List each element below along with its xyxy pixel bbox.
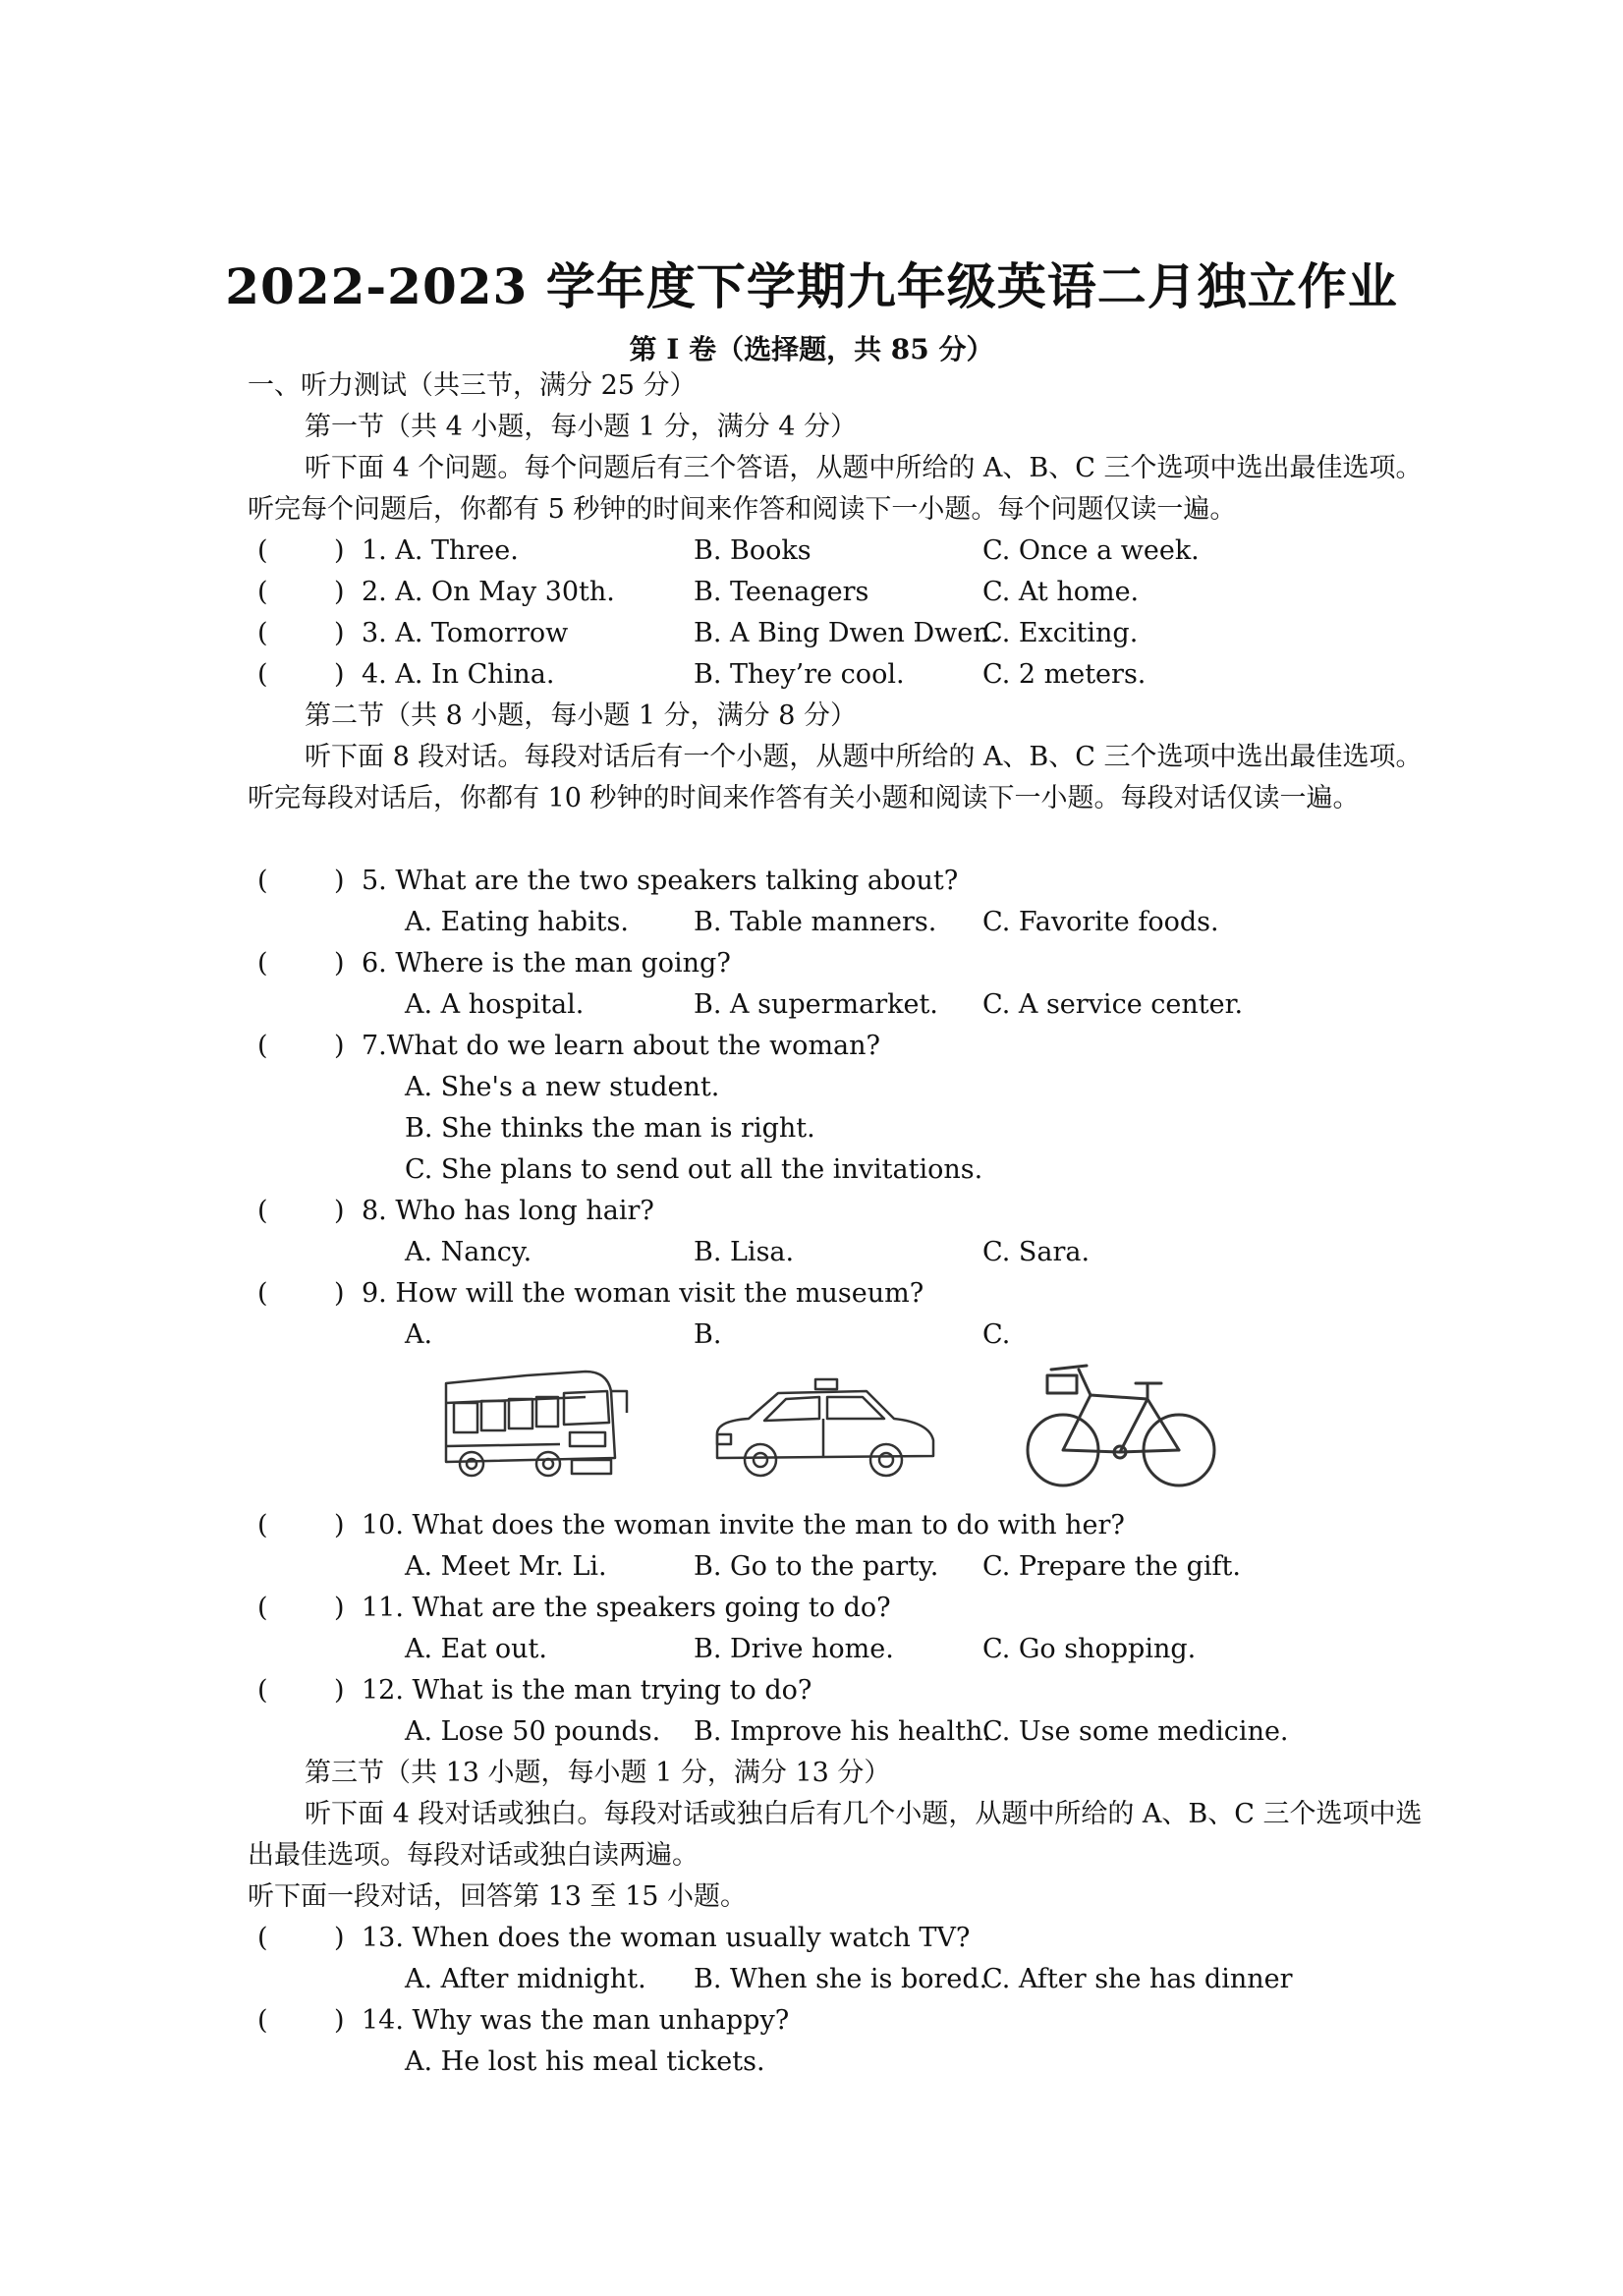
q5-option-c: C. Favorite foods. xyxy=(982,907,1219,937)
q9-text: 9. How will the woman visit the museum? xyxy=(362,1278,924,1309)
q10-option-a: A. Meet Mr. Li. xyxy=(405,1551,607,1582)
q9-option-b: B. xyxy=(694,1319,722,1350)
q2-option-c: C. At home. xyxy=(982,577,1140,607)
q14-option-a: A. He lost his meal tickets. xyxy=(405,2046,765,2077)
answer-blank-open: ( xyxy=(257,577,268,607)
q11-text: 11. What are the speakers going to do? xyxy=(362,1593,891,1623)
q6-text: 6. Where is the man going? xyxy=(362,948,731,979)
taxi-icon xyxy=(709,1372,941,1487)
sec2-heading: 第二节（共 8 小题，每小题 1 分，满分 8 分） xyxy=(305,700,858,731)
q10-option-b: B. Go to the party. xyxy=(694,1551,939,1582)
q2-option-a: 2. A. On May 30th. xyxy=(362,577,615,607)
q7-text: 7.What do we learn about the woman? xyxy=(362,1031,881,1061)
answer-blank-close: ) xyxy=(334,535,345,566)
q13-option-b: B. When she is bored. xyxy=(694,1964,988,1994)
q13-option-a: A. After midnight. xyxy=(405,1964,646,1994)
answer-blank-close: ) xyxy=(334,659,345,690)
q9-option-c: C. xyxy=(982,1319,1011,1350)
q11-option-c: C. Go shopping. xyxy=(982,1634,1197,1664)
q2-option-b: B. Teenagers xyxy=(694,577,869,607)
q8-option-a: A. Nancy. xyxy=(405,1237,532,1267)
q14-text: 14. Why was the man unhappy? xyxy=(362,2005,790,2036)
q9-option-a: A. xyxy=(405,1319,433,1350)
q1-option-c: C. Once a week. xyxy=(982,535,1200,566)
answer-blank-open: ( xyxy=(257,1675,268,1706)
answer-blank-open: ( xyxy=(257,535,268,566)
q7-option-c: C. She plans to send out all the invitations. xyxy=(405,1154,983,1185)
q5-option-b: B. Table manners. xyxy=(694,907,937,937)
answer-blank-open: ( xyxy=(257,1593,268,1623)
q4-option-c: C. 2 meters. xyxy=(982,659,1147,690)
answer-blank-close: ) xyxy=(334,1675,345,1706)
q7-option-a: A. She's a new student. xyxy=(405,1072,720,1102)
answer-blank-close: ) xyxy=(334,1196,345,1226)
answer-blank-close: ) xyxy=(334,618,345,648)
answer-blank-close: ) xyxy=(334,1278,345,1309)
answer-blank-open: ( xyxy=(257,1196,268,1226)
answer-blank-open: ( xyxy=(257,1278,268,1309)
sec3-instructions: 听下面 4 段对话或独白。每段对话或独白后有几个小题，从题中所给的 A、B、C 三个选项中选出最佳选项。每段对话或独白读两遍。 xyxy=(248,1799,1423,1871)
q12-option-c: C. Use some medicine. xyxy=(982,1716,1289,1747)
q7-option-b: B. She thinks the man is right. xyxy=(405,1113,815,1144)
answer-blank-close: ) xyxy=(334,577,345,607)
answer-blank-open: ( xyxy=(257,1510,268,1540)
answer-blank-open: ( xyxy=(257,866,268,896)
q3-option-c: C. Exciting. xyxy=(982,618,1139,648)
q1-option-b: B. Books xyxy=(694,535,812,566)
answer-blank-open: ( xyxy=(257,948,268,979)
q4-option-a: 4. A. In China. xyxy=(362,659,555,690)
q5-option-a: A. Eating habits. xyxy=(405,907,629,937)
q4-option-b: B. They’re cool. xyxy=(694,659,905,690)
sec1-heading: 第一节（共 4 小题，每小题 1 分，满分 4 分） xyxy=(305,412,858,442)
q8-option-c: C. Sara. xyxy=(982,1237,1091,1267)
q11-option-a: A. Eat out. xyxy=(405,1634,547,1664)
q3-option-a: 3. A. Tomorrow xyxy=(362,618,569,648)
q11-option-b: B. Drive home. xyxy=(694,1634,894,1664)
q12-option-a: A. Lose 50 pounds. xyxy=(405,1716,661,1747)
q6-option-a: A. A hospital. xyxy=(405,989,585,1020)
paper-subtitle: 第 I 卷（选择题，共 85 分） xyxy=(629,333,994,365)
q8-option-b: B. Lisa. xyxy=(694,1237,795,1267)
q1-option-a: 1. A. Three. xyxy=(362,535,519,566)
answer-blank-open: ( xyxy=(257,1031,268,1061)
answer-blank-close: ) xyxy=(334,2005,345,2036)
sec1-instructions: 听下面 4 个问题。每个问题后有三个答语，从题中所给的 A、B、C 三个选项中选出最佳选项。听完每个问题后，你都有 5 秒钟的时间来作答和阅读下一小题。每个问题仅读一遍。 xyxy=(248,453,1423,525)
answer-blank-close: ) xyxy=(334,1510,345,1540)
sec3-heading: 第三节（共 13 小题，每小题 1 分，满分 13 分） xyxy=(305,1758,891,1788)
q6-option-b: B. A supermarket. xyxy=(694,989,938,1020)
answer-blank-open: ( xyxy=(257,2005,268,2036)
q5-text: 5. What are the two speakers talking about? xyxy=(362,866,959,896)
q13-option-c: C. After she has dinner xyxy=(982,1964,1293,1994)
q8-text: 8. Who has long hair? xyxy=(362,1196,654,1226)
dialog1-instruction: 听下面一段对话，回答第 13 至 15 小题。 xyxy=(248,1881,748,1912)
answer-blank-open: ( xyxy=(257,1923,268,1953)
answer-blank-close: ) xyxy=(334,1593,345,1623)
exam-title: 2022-2023 学年度下学期九年级英语二月独立作业 xyxy=(225,257,1398,315)
answer-blank-close: ) xyxy=(334,1031,345,1061)
bus-icon xyxy=(438,1364,635,1489)
q13-text: 13. When does the woman usually watch TV? xyxy=(362,1923,971,1953)
bicycle-icon xyxy=(1022,1356,1222,1493)
part1-heading: 一、听力测试（共三节，满分 25 分） xyxy=(248,370,697,401)
q3-option-b: B. A Bing Dwen Dwen. xyxy=(694,618,999,648)
answer-blank-close: ) xyxy=(334,948,345,979)
answer-blank-open: ( xyxy=(257,659,268,690)
answer-blank-close: ) xyxy=(334,1923,345,1953)
q12-text: 12. What is the man trying to do? xyxy=(362,1675,812,1706)
q10-text: 10. What does the woman invite the man to do with her? xyxy=(362,1510,1125,1540)
q6-option-c: C. A service center. xyxy=(982,989,1244,1020)
q10-option-c: C. Prepare the gift. xyxy=(982,1551,1241,1582)
q12-option-b: B. Improve his health. xyxy=(694,1716,991,1747)
answer-blank-open: ( xyxy=(257,618,268,648)
answer-blank-close: ) xyxy=(334,866,345,896)
sec2-instructions: 听下面 8 段对话。每段对话后有一个小题，从题中所给的 A、B、C 三个选项中选出最佳选项。听完每段对话后，你都有 10 秒钟的时间来作答有关小题和阅读下一小题。每段对话仅读一遍。 xyxy=(248,742,1423,813)
